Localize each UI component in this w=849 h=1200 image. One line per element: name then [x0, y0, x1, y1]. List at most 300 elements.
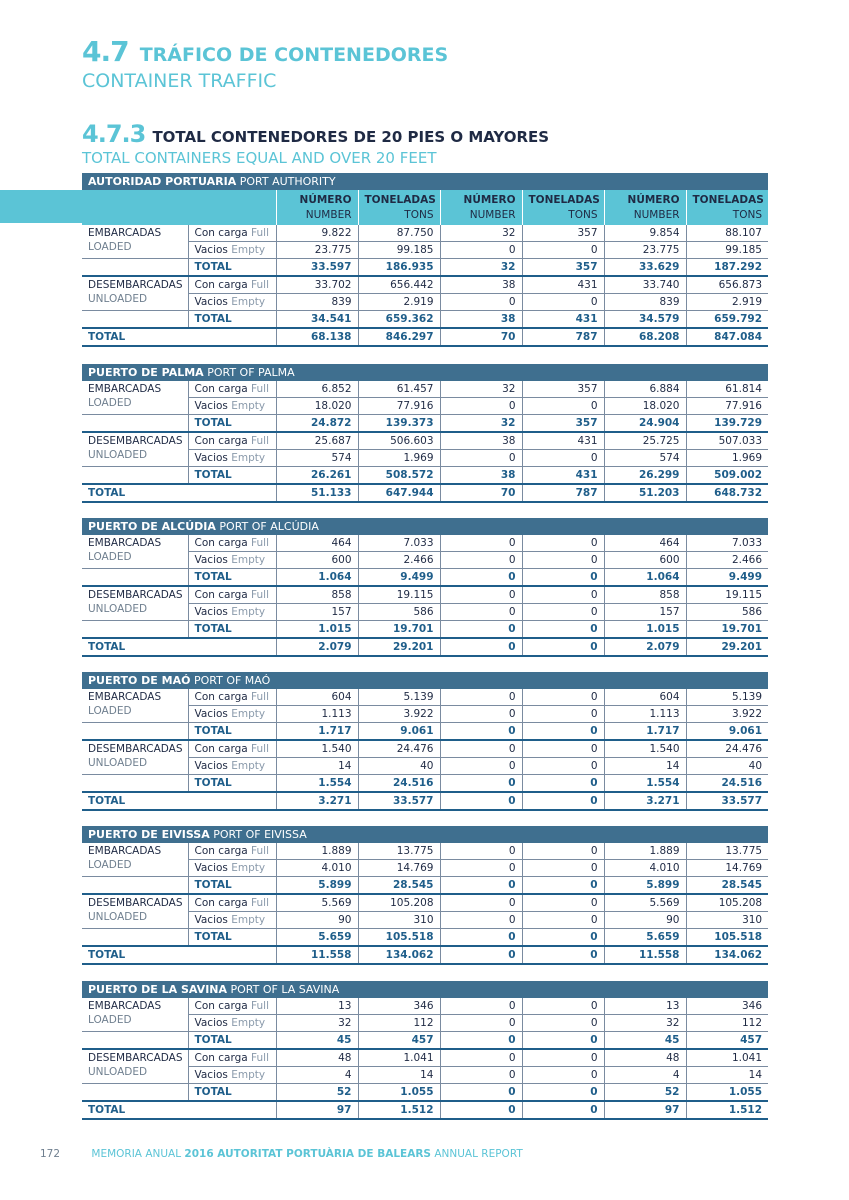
- column-header: TONELADAS TONS: [686, 190, 768, 225]
- value-cell: 5.659: [604, 929, 686, 947]
- value-cell: 464: [276, 535, 358, 552]
- value-cell: 40: [686, 758, 768, 775]
- cargo-full-label: Con carga Full: [188, 381, 276, 398]
- port-title-row: [82, 981, 768, 998]
- value-cell: 0: [440, 1032, 522, 1050]
- port-name-es: PUERTO DE EIVISSA: [88, 828, 210, 841]
- page-footer: [40, 1148, 523, 1160]
- subtotal-label: TOTAL: [188, 723, 276, 741]
- value-cell: 0: [522, 535, 604, 552]
- value-cell: 0: [522, 723, 604, 741]
- value-cell: 28.545: [686, 877, 768, 895]
- value-cell: 0: [440, 723, 522, 741]
- row-unloaded-total: [82, 311, 768, 329]
- value-cell: 648.732: [686, 484, 768, 502]
- cargo-full-label: Con carga Full: [188, 843, 276, 860]
- subtotal-label: TOTAL: [188, 1084, 276, 1102]
- value-cell: 139.729: [686, 415, 768, 433]
- cargo-empty-label: Vacios Empty: [188, 706, 276, 723]
- value-cell: 0: [522, 1049, 604, 1067]
- value-cell: 0: [440, 242, 522, 259]
- value-cell: 90: [604, 912, 686, 929]
- value-cell: 157: [604, 604, 686, 621]
- value-cell: 0: [522, 621, 604, 639]
- value-cell: 61.814: [686, 381, 768, 398]
- value-cell: 1.055: [358, 1084, 440, 1102]
- value-cell: 88.107: [686, 225, 768, 242]
- value-cell: 310: [686, 912, 768, 929]
- value-cell: 97: [604, 1101, 686, 1119]
- value-cell: 24.516: [358, 775, 440, 793]
- value-cell: 0: [522, 294, 604, 311]
- value-cell: 0: [522, 638, 604, 656]
- value-cell: 1.889: [276, 843, 358, 860]
- value-cell: 5.139: [358, 689, 440, 706]
- value-cell: 32: [276, 1015, 358, 1032]
- row-unloaded-full: [82, 432, 768, 450]
- value-cell: 1.889: [604, 843, 686, 860]
- value-cell: 33.702: [276, 276, 358, 294]
- value-cell: 1.540: [604, 740, 686, 758]
- value-cell: 457: [358, 1032, 440, 1050]
- subtotal-label: TOTAL: [188, 569, 276, 587]
- value-cell: 1.015: [276, 621, 358, 639]
- value-cell: 647.944: [358, 484, 440, 502]
- port-table: [82, 826, 768, 965]
- value-cell: 0: [440, 877, 522, 895]
- value-cell: 0: [440, 398, 522, 415]
- value-cell: 5.569: [276, 894, 358, 912]
- group-label-unloaded: DESEMBARCADAS UNLOADED: [82, 432, 188, 467]
- cargo-full-label: Con carga Full: [188, 1049, 276, 1067]
- port-name-en: PORT OF LA SAVINA: [230, 983, 340, 996]
- value-cell: 0: [440, 775, 522, 793]
- value-cell: 48: [604, 1049, 686, 1067]
- port-title-row: [82, 826, 768, 843]
- value-cell: 23.775: [276, 242, 358, 259]
- value-cell: 0: [440, 604, 522, 621]
- cargo-full-label: Con carga Full: [188, 998, 276, 1015]
- value-cell: 134.062: [358, 946, 440, 964]
- value-cell: 18.020: [276, 398, 358, 415]
- port-table: [82, 364, 768, 503]
- value-cell: 5.569: [604, 894, 686, 912]
- column-header: NÚMERO NUMBER: [276, 190, 358, 225]
- subsection-title-es: TOTAL CONTENEDORES DE 20 PIES O MAYORES: [152, 128, 550, 146]
- value-cell: 509.002: [686, 467, 768, 485]
- value-cell: 4.010: [604, 860, 686, 877]
- value-cell: 600: [604, 552, 686, 569]
- row-unloaded-full: [82, 586, 768, 604]
- value-cell: 32: [440, 415, 522, 433]
- total-label: TOTAL: [82, 1101, 276, 1119]
- value-cell: 2.079: [276, 638, 358, 656]
- column-header: NÚMERO NUMBER: [440, 190, 522, 225]
- port-name-es: PUERTO DE PALMA: [88, 366, 204, 379]
- cargo-empty-label: Vacios Empty: [188, 398, 276, 415]
- value-cell: 0: [522, 912, 604, 929]
- port-name-es: PUERTO DE MAÓ: [88, 674, 191, 687]
- value-cell: 112: [358, 1015, 440, 1032]
- value-cell: 105.518: [358, 929, 440, 947]
- value-cell: 346: [358, 998, 440, 1015]
- cargo-full-label: Con carga Full: [188, 535, 276, 552]
- row-grand-total: [82, 328, 768, 346]
- value-cell: 604: [604, 689, 686, 706]
- value-cell: 1.969: [686, 450, 768, 467]
- value-cell: 0: [522, 569, 604, 587]
- value-cell: 0: [440, 758, 522, 775]
- value-cell: 99.185: [358, 242, 440, 259]
- value-cell: 659.792: [686, 311, 768, 329]
- value-cell: 68.138: [276, 328, 358, 346]
- value-cell: 14: [276, 758, 358, 775]
- value-cell: 105.518: [686, 929, 768, 947]
- row-loaded-full: [82, 381, 768, 398]
- subsection-heading: [82, 120, 549, 168]
- value-cell: 14: [358, 1067, 440, 1084]
- row-loaded-full: [82, 689, 768, 706]
- row-loaded-total: [82, 723, 768, 741]
- value-cell: 0: [522, 877, 604, 895]
- value-cell: 26.261: [276, 467, 358, 485]
- value-cell: 139.373: [358, 415, 440, 433]
- value-cell: 7.033: [358, 535, 440, 552]
- port-name-es: PUERTO DE ALCÚDIA: [88, 520, 216, 533]
- port-table: [82, 981, 768, 1120]
- subtotal-label: TOTAL: [188, 775, 276, 793]
- row-grand-total: [82, 638, 768, 656]
- value-cell: 0: [522, 740, 604, 758]
- value-cell: 656.442: [358, 276, 440, 294]
- port-table: [82, 518, 768, 657]
- value-cell: 33.740: [604, 276, 686, 294]
- cargo-full-label: Con carga Full: [188, 894, 276, 912]
- port-name-es: AUTORIDAD PORTUARIA: [88, 175, 237, 188]
- port-name-en: PORT AUTHORITY: [239, 175, 336, 188]
- value-cell: 9.061: [686, 723, 768, 741]
- port-table: [82, 672, 768, 811]
- value-cell: 0: [440, 621, 522, 639]
- value-cell: 18.020: [604, 398, 686, 415]
- value-cell: 6.884: [604, 381, 686, 398]
- total-label: TOTAL: [82, 328, 276, 346]
- header-accent-band: [0, 190, 82, 223]
- value-cell: 32: [440, 259, 522, 277]
- value-cell: 431: [522, 432, 604, 450]
- subtotal-label: TOTAL: [188, 415, 276, 433]
- value-cell: 52: [604, 1084, 686, 1102]
- cargo-empty-label: Vacios Empty: [188, 1015, 276, 1032]
- value-cell: 0: [440, 569, 522, 587]
- value-cell: 0: [522, 792, 604, 810]
- value-cell: 0: [522, 843, 604, 860]
- value-cell: 357: [522, 225, 604, 242]
- value-cell: 431: [522, 276, 604, 294]
- value-cell: 5.899: [276, 877, 358, 895]
- value-cell: 38: [440, 432, 522, 450]
- value-cell: 157: [276, 604, 358, 621]
- value-cell: 61.457: [358, 381, 440, 398]
- value-cell: 14.769: [686, 860, 768, 877]
- value-cell: 14: [686, 1067, 768, 1084]
- value-cell: 45: [276, 1032, 358, 1050]
- value-cell: 0: [440, 706, 522, 723]
- row-grand-total: [82, 792, 768, 810]
- value-cell: 29.201: [358, 638, 440, 656]
- value-cell: 0: [440, 638, 522, 656]
- value-cell: 25.725: [604, 432, 686, 450]
- value-cell: 1.064: [276, 569, 358, 587]
- value-cell: 574: [276, 450, 358, 467]
- value-cell: 0: [440, 1015, 522, 1032]
- value-cell: 0: [522, 689, 604, 706]
- value-cell: 0: [522, 1101, 604, 1119]
- value-cell: 3.922: [358, 706, 440, 723]
- cargo-full-label: Con carga Full: [188, 225, 276, 242]
- value-cell: 357: [522, 381, 604, 398]
- subtotal-label: TOTAL: [188, 621, 276, 639]
- value-cell: 839: [604, 294, 686, 311]
- row-grand-total: [82, 1101, 768, 1119]
- subtotal-label: TOTAL: [188, 467, 276, 485]
- value-cell: 0: [522, 929, 604, 947]
- value-cell: 2.919: [686, 294, 768, 311]
- value-cell: 457: [686, 1032, 768, 1050]
- value-cell: 0: [440, 843, 522, 860]
- row-unloaded-total: [82, 1084, 768, 1102]
- value-cell: 0: [440, 946, 522, 964]
- value-cell: 604: [276, 689, 358, 706]
- value-cell: 858: [604, 586, 686, 604]
- section-heading: [82, 35, 449, 92]
- group-label-loaded: EMBARCADAS LOADED: [82, 998, 188, 1032]
- value-cell: 0: [522, 1015, 604, 1032]
- value-cell: 5.139: [686, 689, 768, 706]
- row-loaded-full: [82, 843, 768, 860]
- port-title-row: [82, 173, 768, 190]
- value-cell: 77.916: [358, 398, 440, 415]
- value-cell: 19.115: [358, 586, 440, 604]
- value-cell: 6.852: [276, 381, 358, 398]
- value-cell: 656.873: [686, 276, 768, 294]
- value-cell: 33.597: [276, 259, 358, 277]
- value-cell: 3.271: [276, 792, 358, 810]
- value-cell: 586: [358, 604, 440, 621]
- value-cell: 659.362: [358, 311, 440, 329]
- value-cell: 33.577: [686, 792, 768, 810]
- value-cell: 0: [440, 740, 522, 758]
- value-cell: 105.208: [358, 894, 440, 912]
- value-cell: 9.499: [358, 569, 440, 587]
- value-cell: 51.203: [604, 484, 686, 502]
- footer-bold: 2016 AUTORITAT PORTUÀRIA DE BALEARS: [184, 1148, 431, 1160]
- value-cell: 2.919: [358, 294, 440, 311]
- cargo-empty-label: Vacios Empty: [188, 242, 276, 259]
- value-cell: 1.554: [604, 775, 686, 793]
- value-cell: 346: [686, 998, 768, 1015]
- value-cell: 2.466: [358, 552, 440, 569]
- total-label: TOTAL: [82, 638, 276, 656]
- total-label: TOTAL: [82, 792, 276, 810]
- footer-pre: MEMORIA ANUAL: [91, 1148, 182, 1160]
- subsection-title-en: TOTAL CONTAINERS EQUAL AND OVER 20 FEET: [82, 149, 437, 167]
- value-cell: 0: [522, 604, 604, 621]
- group-label-loaded: EMBARCADAS LOADED: [82, 381, 188, 415]
- value-cell: 68.208: [604, 328, 686, 346]
- cargo-empty-label: Vacios Empty: [188, 912, 276, 929]
- page-number: 172: [40, 1148, 61, 1160]
- value-cell: 11.558: [276, 946, 358, 964]
- value-cell: 90: [276, 912, 358, 929]
- value-cell: 38: [440, 311, 522, 329]
- value-cell: 787: [522, 328, 604, 346]
- value-cell: 1.015: [604, 621, 686, 639]
- value-cell: 1.041: [358, 1049, 440, 1067]
- value-cell: 0: [522, 398, 604, 415]
- group-label-unloaded: DESEMBARCADAS UNLOADED: [82, 1049, 188, 1084]
- row-unloaded-total: [82, 621, 768, 639]
- value-cell: 0: [440, 912, 522, 929]
- subsection-number: 4.7.3: [82, 120, 146, 148]
- row-loaded-full: [82, 535, 768, 552]
- value-cell: 431: [522, 467, 604, 485]
- row-unloaded-full: [82, 276, 768, 294]
- port-title-row: [82, 364, 768, 381]
- value-cell: 3.922: [686, 706, 768, 723]
- value-cell: 19.701: [686, 621, 768, 639]
- value-cell: 24.872: [276, 415, 358, 433]
- value-cell: 5.659: [276, 929, 358, 947]
- value-cell: 464: [604, 535, 686, 552]
- value-cell: 28.545: [358, 877, 440, 895]
- value-cell: 9.822: [276, 225, 358, 242]
- value-cell: 506.603: [358, 432, 440, 450]
- value-cell: 0: [440, 998, 522, 1015]
- value-cell: 507.033: [686, 432, 768, 450]
- port-name-es: PUERTO DE LA SAVINA: [88, 983, 228, 996]
- total-label: TOTAL: [82, 946, 276, 964]
- value-cell: 310: [358, 912, 440, 929]
- value-cell: 29.201: [686, 638, 768, 656]
- value-cell: 0: [522, 1084, 604, 1102]
- value-cell: 0: [522, 998, 604, 1015]
- section-title-en: CONTAINER TRAFFIC: [82, 70, 277, 92]
- row-loaded-total: [82, 259, 768, 277]
- value-cell: 0: [440, 535, 522, 552]
- row-loaded-total: [82, 1032, 768, 1050]
- value-cell: 1.512: [358, 1101, 440, 1119]
- value-cell: 0: [522, 450, 604, 467]
- value-cell: 14.769: [358, 860, 440, 877]
- value-cell: 586: [686, 604, 768, 621]
- port-name-en: PORT OF ALCÚDIA: [219, 520, 319, 533]
- value-cell: 51.133: [276, 484, 358, 502]
- value-cell: 787: [522, 484, 604, 502]
- cargo-empty-label: Vacios Empty: [188, 294, 276, 311]
- value-cell: 431: [522, 311, 604, 329]
- cargo-full-label: Con carga Full: [188, 689, 276, 706]
- value-cell: 846.297: [358, 328, 440, 346]
- value-cell: 87.750: [358, 225, 440, 242]
- group-label-unloaded: DESEMBARCADAS UNLOADED: [82, 276, 188, 311]
- value-cell: 0: [440, 450, 522, 467]
- subtotal-label: TOTAL: [188, 259, 276, 277]
- value-cell: 0: [522, 552, 604, 569]
- row-unloaded-full: [82, 894, 768, 912]
- value-cell: 13: [604, 998, 686, 1015]
- group-label-loaded: EMBARCADAS LOADED: [82, 843, 188, 877]
- cargo-empty-label: Vacios Empty: [188, 604, 276, 621]
- value-cell: 52: [276, 1084, 358, 1102]
- subtotal-label: TOTAL: [188, 1032, 276, 1050]
- value-cell: 0: [440, 894, 522, 912]
- row-loaded-total: [82, 415, 768, 433]
- row-unloaded-total: [82, 467, 768, 485]
- value-cell: 105.208: [686, 894, 768, 912]
- value-cell: 1.113: [604, 706, 686, 723]
- value-cell: 38: [440, 467, 522, 485]
- value-cell: 186.935: [358, 259, 440, 277]
- section-title-es: TRÁFICO DE CONTENEDORES: [139, 44, 449, 66]
- value-cell: 1.055: [686, 1084, 768, 1102]
- group-label-loaded: EMBARCADAS LOADED: [82, 535, 188, 569]
- port-name-en: PORT OF PALMA: [207, 366, 295, 379]
- value-cell: 9.854: [604, 225, 686, 242]
- port-title-row: [82, 518, 768, 535]
- column-header: TONELADAS TONS: [522, 190, 604, 225]
- value-cell: 48: [276, 1049, 358, 1067]
- group-label-unloaded: DESEMBARCADAS UNLOADED: [82, 586, 188, 621]
- value-cell: 1.064: [604, 569, 686, 587]
- value-cell: 0: [440, 860, 522, 877]
- value-cell: 32: [440, 225, 522, 242]
- value-cell: 0: [522, 894, 604, 912]
- value-cell: 9.499: [686, 569, 768, 587]
- cargo-empty-label: Vacios Empty: [188, 450, 276, 467]
- value-cell: 9.061: [358, 723, 440, 741]
- value-cell: 0: [440, 689, 522, 706]
- value-cell: 4: [604, 1067, 686, 1084]
- value-cell: 1.512: [686, 1101, 768, 1119]
- value-cell: 2.466: [686, 552, 768, 569]
- value-cell: 40: [358, 758, 440, 775]
- row-loaded-total: [82, 569, 768, 587]
- value-cell: 0: [522, 775, 604, 793]
- value-cell: 45: [604, 1032, 686, 1050]
- value-cell: 0: [522, 860, 604, 877]
- value-cell: 38: [440, 276, 522, 294]
- value-cell: 1.041: [686, 1049, 768, 1067]
- row-loaded-full: [82, 225, 768, 242]
- subtotal-label: TOTAL: [188, 877, 276, 895]
- value-cell: 99.185: [686, 242, 768, 259]
- row-loaded-full: [82, 998, 768, 1015]
- row-unloaded-full: [82, 1049, 768, 1067]
- group-label-unloaded: DESEMBARCADAS UNLOADED: [82, 740, 188, 775]
- value-cell: 33.629: [604, 259, 686, 277]
- total-label: TOTAL: [82, 484, 276, 502]
- cargo-empty-label: Vacios Empty: [188, 552, 276, 569]
- value-cell: 0: [440, 1049, 522, 1067]
- subtotal-label: TOTAL: [188, 929, 276, 947]
- value-cell: 1.540: [276, 740, 358, 758]
- value-cell: 24.476: [358, 740, 440, 758]
- value-cell: 0: [522, 1032, 604, 1050]
- value-cell: 33.577: [358, 792, 440, 810]
- value-cell: 97: [276, 1101, 358, 1119]
- port-name-en: PORT OF MAÓ: [193, 674, 271, 687]
